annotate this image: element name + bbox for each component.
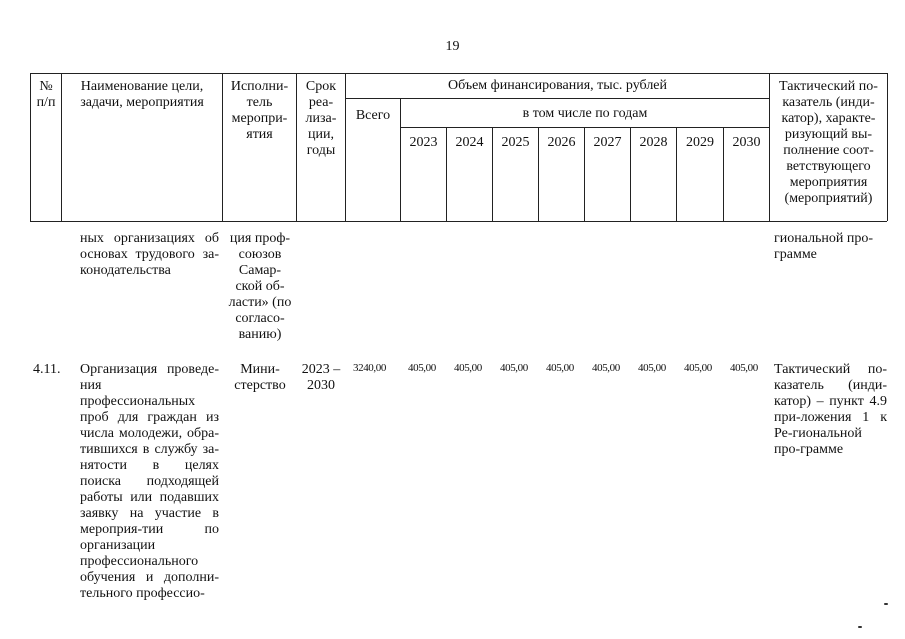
scan-speck: [884, 603, 888, 605]
grid-vline: [887, 73, 888, 221]
grid-funding-line: [345, 98, 769, 99]
grid-bottom-line: [30, 221, 887, 222]
header-year: 2024: [455, 135, 484, 150]
header-name: Наименование цели, задачи, мероприятия: [80, 79, 204, 110]
row-year-value: 405,00: [592, 362, 620, 374]
grid-vline: [345, 73, 346, 221]
row-year-value: 405,00: [684, 362, 712, 374]
continuation-executor: ция проф- союзов Самар- ской об- ласти» (по согласо- ванию): [228, 231, 292, 342]
header-year: 2025: [501, 135, 530, 150]
header-indicator: Тактический по- казатель (инди- катор), характе- ризующий вы- полнение соот- ветствующего мероприятия (мероприятий): [779, 79, 878, 206]
row-year-value: 405,00: [454, 362, 482, 374]
header-year: 2027: [593, 135, 622, 150]
scan-speck: [858, 626, 862, 628]
continuation-name: ных организациях об основах трудового за-конодательства: [80, 231, 219, 278]
row-indicator: Тактический по-казатель (инди-катор) – пункт 4.9 при-ложения 1 к Ре-гиональной про-грамме: [774, 362, 887, 457]
row-year-value: 405,00: [408, 362, 436, 374]
continuation-indicator: гиональной про- грамме: [774, 231, 874, 262]
header-year: 2023: [409, 135, 438, 150]
header-by-years: в том числе по годам: [522, 106, 648, 121]
grid-top-line: [30, 73, 887, 74]
header-total: Всего: [355, 108, 391, 123]
header-year: 2028: [639, 135, 668, 150]
row-year-value: 405,00: [546, 362, 574, 374]
row-number: 4.11.: [33, 362, 61, 377]
header-executor: Исполни- тель меропри- ятия: [230, 79, 289, 142]
row-year-value: 405,00: [500, 362, 528, 374]
header-number: № п/п: [36, 79, 56, 110]
row-year-value: 405,00: [638, 362, 666, 374]
row-year-value: 405,00: [730, 362, 758, 374]
row-name: Организация проведе-ния профессиональных проб для граждан из числа молодежи, обра-тившихся в службу за-нятости в целях поиска подходящей работы или подавших заявку на участие в мероприя-тии по организации профессионального обучения и дополни-тельного профессио-: [80, 362, 219, 601]
row-total: 3240,00: [353, 362, 386, 374]
header-term: Срок реа- лиза- ции, годы: [305, 79, 337, 158]
row-term: 2023 – 2030: [301, 362, 341, 393]
header-year: 2030: [732, 135, 761, 150]
grid-vline: [61, 73, 62, 221]
row-executor: Мини- стерство: [234, 362, 286, 393]
header-year: 2026: [547, 135, 576, 150]
page-number: 19: [445, 39, 460, 54]
header-funding: Объем финансирования, тыс. рублей: [447, 78, 668, 93]
header-year: 2029: [686, 135, 714, 150]
